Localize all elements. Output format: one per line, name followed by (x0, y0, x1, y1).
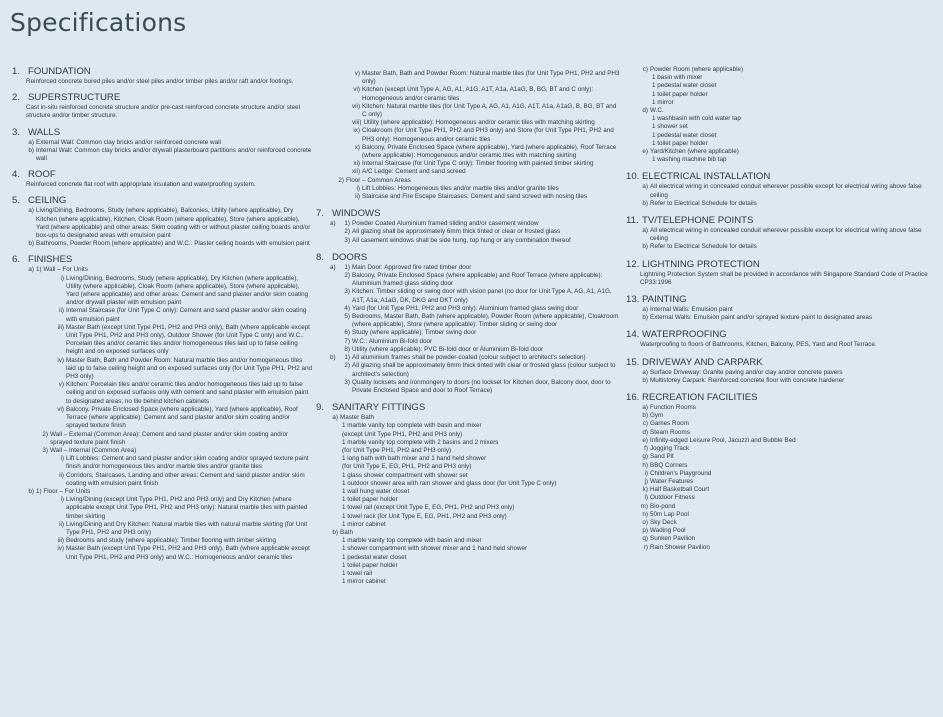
list-item: b) External Walls: Emulsion paint and/or sprayed texture paint to designated areas (642, 314, 873, 322)
list-item: 5) Bedrooms, Master Bath, Bath (where applicable), Powder Room (where applicable), Cloakroom (where applicable), Store (where applicable): Timber sliding or swing door (344, 313, 619, 329)
section-finishes (12, 254, 312, 561)
list-item: v) Master Bath, Bath and Powder Room: Natural marble tiles (for Unit Type PH1, PH2 and PH3 only) (354, 70, 620, 86)
list-item: 2) All glazing shall be approximately 6mm thick tinted or clear or frosted glass (344, 228, 561, 236)
list-item: 1 long bath with bath mixer and 1 hand held shower (342, 455, 487, 463)
list-item: 1) Powder Coated Aluminium framed sliding and/or casement window (344, 220, 539, 228)
list-item: a) Function Rooms (642, 404, 696, 412)
list-item: 3) All casement windows shall be side hung, top hung or any combination thereof (344, 236, 571, 244)
list-item: n) 50m Lap Pool (642, 510, 689, 518)
list-item: vii) Kitchen: Natural marble tiles (for Unit Type A, AG, A1, A1G, A1T, A1a, A1aG, B, BG, BT and C only) (352, 102, 617, 119)
list-item: 1 glass shower compartment with shower set (342, 471, 468, 479)
list-item: 1 marble vanity top complete with 2 basins and 2 mixers (342, 438, 499, 446)
list-item: 7) W.C.: Aluminium Bi-fold door (344, 337, 433, 345)
section-tv-telephone-points (626, 215, 938, 252)
section-heading: 10. ELECTRICAL INSTALLATION (626, 171, 771, 183)
list-item: h) BBQ Corners (642, 461, 688, 469)
list-item: (for Unit Type E, EG, PH1, PH2 and PH3 only) (342, 463, 472, 471)
sublist (56, 275, 312, 431)
section-heading: 3. WALLS (12, 126, 61, 138)
section-windows: 7. WINDOWS a) 1) Powder Coated Aluminium framed sliding and/or casement window 2) All glazing shall be approximately 6mm thick tinted or clear or frosted glass 3) All casement windows shall be side hung, top hung or any combination thereof (316, 208, 622, 245)
list-item: e) Infinity-edged Leisure Pool, Jacuzzi and Bubble Bed (642, 436, 796, 444)
list-item: a) Living/Dining, Bedrooms, Study (where applicable), Balconies, Utility (where applicable), Dry Kitchen (where applicable), Kitchen, Cloak Room (where applicable), Store (where applicable), Yard (where applicable) and other areas: Skim coating with or without plaster ceiling boards and/or box-ups to designated areas with emulsion paint (28, 207, 311, 240)
section-heading: 14. WATERPROOFING (626, 329, 727, 341)
list-item: (except Unit Type PH1, PH2 and PH3 only) (342, 430, 463, 438)
list-item: c) Games Room (642, 420, 689, 428)
list-item: 1 wall hung water closet (342, 487, 410, 495)
section-foundation (12, 66, 312, 86)
list-item: 1 towel rack (for Unit Type E, EG, PH1, PH2 and PH3 only) (342, 512, 507, 520)
list-item: viii) Utility (where applicable): Homogeneous and/or ceramic tiles with matching skirting (352, 119, 595, 127)
list-item: 1 washing machine bib tap (652, 156, 727, 164)
list-item: 1 toilet paper holder (342, 496, 398, 504)
section-electrical-installation (626, 171, 938, 208)
section-recreation-facilities (626, 392, 938, 552)
list-item: v) Kitchen: Porcelain tiles and/or ceramic tiles and/or homogeneous tiles laid up to false ceiling and on exposed surfaces only with cement and sand plaster with emulsion paint to designated areas; no tile behind kitchen cabinets (58, 381, 309, 405)
list-item: 2) Floor – Common Areas (338, 176, 411, 184)
list-item: 3) Kitchen: Timber sliding or swing door with vision panel (no door for Unit Type A, AG, A1, A1G, A1T, A1a, A1aG, DK, DKG and DKT only) (344, 288, 612, 304)
list-item: k) Half Basketball Court (642, 486, 710, 494)
page-title: Specifications (10, 8, 187, 37)
list-item: c) Powder Room (where applicable) (642, 66, 744, 73)
list-item: 1 mirror cabinet (342, 578, 386, 586)
list-item: 1 shower compartment with shower mixer and 1 hand held shower (342, 545, 528, 553)
list-item: b) Internal Wall: Common clay bricks and/or drywall plasterboard partitions and/or reinforced concrete wall (28, 146, 312, 163)
list-item: 1 pedestal water closet (652, 82, 717, 90)
list-item: p) Wading Pool (642, 527, 686, 535)
section-heading: 16. RECREATION FACILITIES (626, 392, 758, 404)
list-item: a) All electrical wiring in concealed conduit wherever possible except for electrical wiring above false ceiling (642, 183, 922, 199)
list-item: r) Rain Shower Pavilion (643, 543, 710, 551)
list-item: a) Surface Driveway: Granite paving and/or clay and/or concrete pavers (642, 368, 843, 376)
sublist (336, 177, 622, 185)
section-heading: 5. CEILING (12, 195, 67, 207)
list-item: 1 towel rail (342, 569, 373, 577)
section-doors: 8. DOORS a) 1) Main Door: Approved fire rated timber door 2) Balcony, Private Enclosed Space (where applicable) and Roof Terrace (where applicable): Aluminium framed glass sliding door 3) Kitchen: Timber sliding or swing door with vision panel (no door for Unit Type A, AG, A1, A1G, A1T, A1a, A1aG, DK, DKG and DKT only) 4) Yard (for Unit Type PH1, PH2 and PH3 only): Aluminium framed glass swing door 5) Bedrooms, Master Bath, Bath (where applicable), Powder Room (where applicable), Cloakroom (where applicable), Store (where applicable): Timber sliding or swing door 6) Study (where applicable): Timber swing door 7) W.C.: Aluminium Bi-fold door 8) Utility (where applicable): PVC Bi-fold door or Aluminium Bi-fold door b) 1) All aluminium frames shall be powder-coated (colour subject to architect's selection) 2) All glazing shall be approximately 6mm thick tinted with clear or frosted glass (colour subject to architect's selection) 3) Quality locksets and ironmongery to doors (no lockset for Kitchen door, Balcony door, door to Private Enclosed Space and door to Roof Terrace) (316, 252, 622, 395)
section-heading: 2. SUPERSTRUCTURE (12, 92, 121, 104)
section-ceiling (12, 195, 312, 248)
list-item: i) Living/Dining (except Unit Type PH1, PH2 and PH3 only) and Dry Kitchen (where applicable except Unit Type PH1, PH2 and PH3 only): Natural marble tiles with painted timber skirting (60, 496, 308, 520)
fixture-list (342, 537, 622, 586)
list-item: b) Bath (332, 528, 353, 536)
list-item: vi) Balcony, Private Enclosed Space (where applicable), Yard (where applicable), Roof Terrace (where applicable): Cement and sand plaster and/or skim coating and/or sprayed texture finish (57, 405, 298, 430)
list-item: a) Internal Walls: Emulsion paint (642, 306, 733, 314)
list-item: b) 1) Floor – For Units (28, 487, 91, 495)
section-heading: 6. FINISHES (12, 254, 73, 266)
list-item: 1 towel rail (except Unit Type E, EG, PH1, PH2 and PH3 only) (342, 504, 515, 512)
list-item: 4) Yard (for Unit Type PH1, PH2 and PH3 only): Aluminium framed glass swing door (344, 304, 579, 312)
column-1 (12, 66, 312, 562)
list-item: 1) Main Door: Approved fire rated timber door (344, 263, 472, 271)
section-heading: 12. LIGHTNING PROTECTION (626, 258, 760, 270)
list-item: iv) Master Bath, Bath and Powder Room: Natural marble tiles and/or homogeneous tiles laid up to false ceiling height and on exposed surfaces only (for Unit Type PH1, PH2 and PH3 only) (57, 356, 312, 381)
list-item: iii) Master Bath (except Unit Type PH1, PH2 and PH3 only), Bath (where applicable except Unit Type PH1, PH2 and PH3 only), Outdoor Shower (for Unit Type C only) and W.C.: Porcelain tiles and/or ceramic tiles and/or homogeneous tiles laid up to false ceiling height and on exposed surfaces only (57, 323, 310, 356)
sublist (56, 496, 312, 562)
list-item: 1 toilet paper holder (652, 139, 708, 147)
list-item: 6) Study (where applicable): Timber swing door (344, 329, 477, 337)
facilities-list (640, 404, 938, 552)
list-item: j) Water Features (644, 477, 694, 485)
column-2 (316, 70, 622, 586)
section-heading: 7. WINDOWS (316, 208, 381, 220)
section-heading: 13. PAINTING (626, 294, 687, 306)
list-item: q) Sunken Pavilion (642, 535, 696, 543)
section-heading: 4. ROOF (12, 169, 56, 181)
list-item: 8) Utility (where applicable): PVC Bi-fold door or Aluminium Bi-fold door (344, 345, 544, 353)
list-item: 1 outdoor shower area with rain shower and glass door (for Unit Type C only) (342, 479, 557, 487)
list (26, 207, 312, 248)
section-lightning-protection (626, 259, 938, 287)
list-item: 1 mirror (652, 98, 674, 106)
list-item: e) Yard/Kitchen (where applicable) (642, 148, 739, 156)
list-item: 1 washbasin with cold water tap (652, 115, 741, 123)
section-roof (12, 169, 312, 189)
fixture-list (652, 156, 938, 164)
section-heading: 8. DOORS (316, 251, 368, 263)
list-item: d) W.C. (642, 107, 664, 115)
list-item: 2) All glazing shall be approximately 6mm thick tinted with clear or frosted glass (colour subject to architect's selection) (344, 362, 616, 378)
section-driveway-and-carpark (626, 357, 938, 385)
list-item: iv) Master Bath (except Unit Type PH1, PH2 and PH3 only), Bath (where applicable except Unit Type PH1, PH2 and PH3 only) and W.C.: Homogeneous and/or ceramic tiles (57, 545, 310, 561)
list-item: f) Jogging Track (644, 445, 690, 453)
list-item: 1) All aluminium frames shall be powder-coated (colour subject to architect's selection) (344, 354, 586, 362)
list-item: vi) Kitchen (except Unit Type A, AG, A1, A1G, A1T, A1a, A1aG, B, BG, BT and C only): Homogeneous and/or ceramic tiles (353, 86, 594, 102)
list-item: i) Living/Dining, Bedrooms, Study (where applicable), Dry Kitchen (where applicable), Utility (where applicable), Cloak Room (where applicable), Store (where applicable), Yard (where applicable) and other areas: Cement and sand plaster and/or skim coating and/or drywall plaster with emulsion paint (60, 274, 309, 307)
list-item: 1 marble vanity top complete with basin and mixer (342, 537, 482, 545)
section-text: Waterproofing to floors of Bathrooms, Kitchen, Balcony, PES, Yard and Roof Terrace. (640, 341, 877, 349)
list-item: b) Refer to Electrical Schedule for details (642, 243, 757, 251)
list-item: b) Multistorey Carpark: Reinforced concrete floor with concrete hardener (642, 376, 845, 384)
list-item: a) External Wall: Common clay bricks and/or reinforced concrete wall (28, 138, 221, 146)
list-item: xii) A/C Ledge: Cement and sand screed (352, 168, 466, 176)
list-item: 1 mirror cabinet (342, 520, 386, 528)
list-item: 2) Balcony, Private Enclosed Space (where applicable) and Roof Terrace (where applicable): Aluminium framed glass sliding door (344, 272, 603, 288)
list-item: 1 basin with mixer (652, 74, 703, 82)
list-item: b) Bathrooms, Powder Room (where applicable) and W.C.: Plaster ceiling boards with emulsion paint (28, 240, 310, 248)
list-item: 1 pedestal water closet (652, 131, 717, 139)
list-item: 3) Quality locksets and ironmongery to doors (no lockset for Kitchen door, Balcony door, door to Private Enclosed Space and door to Roof Terrace) (344, 378, 611, 394)
list-item: ii) Internal Staircase (for Unit Type C only): Cement and sand plaster and/or skim coating with emulsion paint (59, 307, 307, 323)
list-item: ii) Staircase and Fire Escape Staircases: Cement and sand screed with nosing tiles (355, 193, 588, 201)
fixture-list (652, 115, 938, 148)
section-text: Cast in-situ reinforced concrete structure and/or pre-cast reinforced concrete structure and/or steel structure and/or timber structure. (26, 104, 301, 120)
section-waterproofing (626, 329, 938, 349)
list-item: ii) Corridors, Staircases, Landing and other areas: Cement and sand plaster and/or skim coating with emulsion paint finish (59, 471, 305, 487)
section-superstructure (12, 92, 312, 120)
section-heading: 9. SANITARY FITTINGS (316, 402, 426, 414)
list-item: i) Lift Lobbies: Homogeneous tiles and/or marble tiles and/or granite tiles (356, 184, 559, 192)
section-sanitary-fittings (316, 402, 622, 586)
sanitary-continued (640, 66, 938, 164)
column-3 (626, 66, 938, 552)
section-painting (626, 294, 938, 322)
list-item: b) Refer to Electrical Schedule for details (642, 199, 757, 207)
fixture-list (652, 74, 938, 107)
list-item: b) Gym (642, 412, 664, 420)
section-heading: 11. TV/TELEPHONE POINTS (626, 215, 754, 227)
list (26, 266, 312, 561)
list-item: xi) Internal Staircase (for Unit Type C only): Timber flooring with painted timber skirting (353, 160, 594, 168)
list-item: m) Bio-pond (640, 502, 676, 510)
list-item: g) Sand Pit (642, 453, 674, 461)
section-heading: 15. DRIVEWAY AND CARPARK (626, 356, 763, 368)
list-item: 3) Wall – Internal (Common Area) (42, 446, 137, 454)
fixture-list (342, 422, 622, 529)
list-item: 1 toilet paper holder (652, 90, 708, 98)
list-item: 1 toilet paper holder (342, 561, 398, 569)
section-walls (12, 127, 312, 164)
list-item: (for Unit Type PH1, PH2 and PH3 only) (342, 446, 452, 454)
list-item: iii) Bedrooms and study (where applicable): Timber flooring with timber skirting (57, 537, 276, 545)
list-item: a) All electrical wiring in concealed conduit wherever possible except for electrical wiring above false ceiling (642, 227, 922, 243)
list-item: a) Master Bath (332, 414, 374, 422)
list-item: o) Sky Deck (642, 518, 677, 526)
list-item: d) Steam Rooms (642, 428, 690, 436)
finishes-continued (352, 70, 622, 177)
list-item: 2) Wall – External (Common Area): Cement and sand plaster and/or skim coating and/or sprayed texture paint finish (42, 430, 289, 446)
sublist (352, 185, 622, 201)
sublist (40, 431, 312, 456)
list-item: i) Lift Lobbies: Cement and sand plaster and/or skim coating and/or sprayed texture paint finish and/or homogeneous tiles and/or marble tiles and/or granite tiles (60, 455, 309, 471)
section-heading: 1. FOUNDATION (12, 66, 91, 77)
list-item: 1 pedestal water closet (342, 553, 407, 561)
list-item: i) Children's Playground (644, 469, 712, 477)
list-item: a) 1) Wall – For Units (28, 266, 88, 274)
section-text: Reinforced concrete bored piles and/or steel piles and/or timber piles and/or raft and/or footings. (26, 78, 294, 85)
list-item: ii) Living/Dining and Dry Kitchen: Natural marble tiles with natural marble skirting (for Unit Type PH1, PH2 and PH3 only) (59, 520, 308, 536)
sublist (56, 455, 312, 488)
list-item: l) Outdoor Fitness (644, 494, 695, 502)
list-item: x) Balcony, Private Enclosed Space (where applicable), Yard (where applicable), Roof Terrace (where applicable): Homogeneous and/or ceramic tiles with matching skirting (354, 143, 617, 160)
section-text: Reinforced concrete flat roof with appropriate insulation and waterproofing system. (26, 181, 256, 189)
list-item: 1 shower set (652, 123, 688, 131)
section-text: Lightning Protection System shall be provided in accordance with Singapore Standard Code of Practice CP33:1996 (640, 270, 928, 286)
list-item: ix) Cloakroom (for Unit Type PH1, PH2 and PH3 only) and Store (for Unit Type PH1, PH2 and PH3 only): Homogeneous and/or ceramic tiles (353, 127, 614, 143)
list (26, 139, 312, 164)
list-item: 1 marble vanity top complete with basin and mixer (342, 422, 482, 430)
